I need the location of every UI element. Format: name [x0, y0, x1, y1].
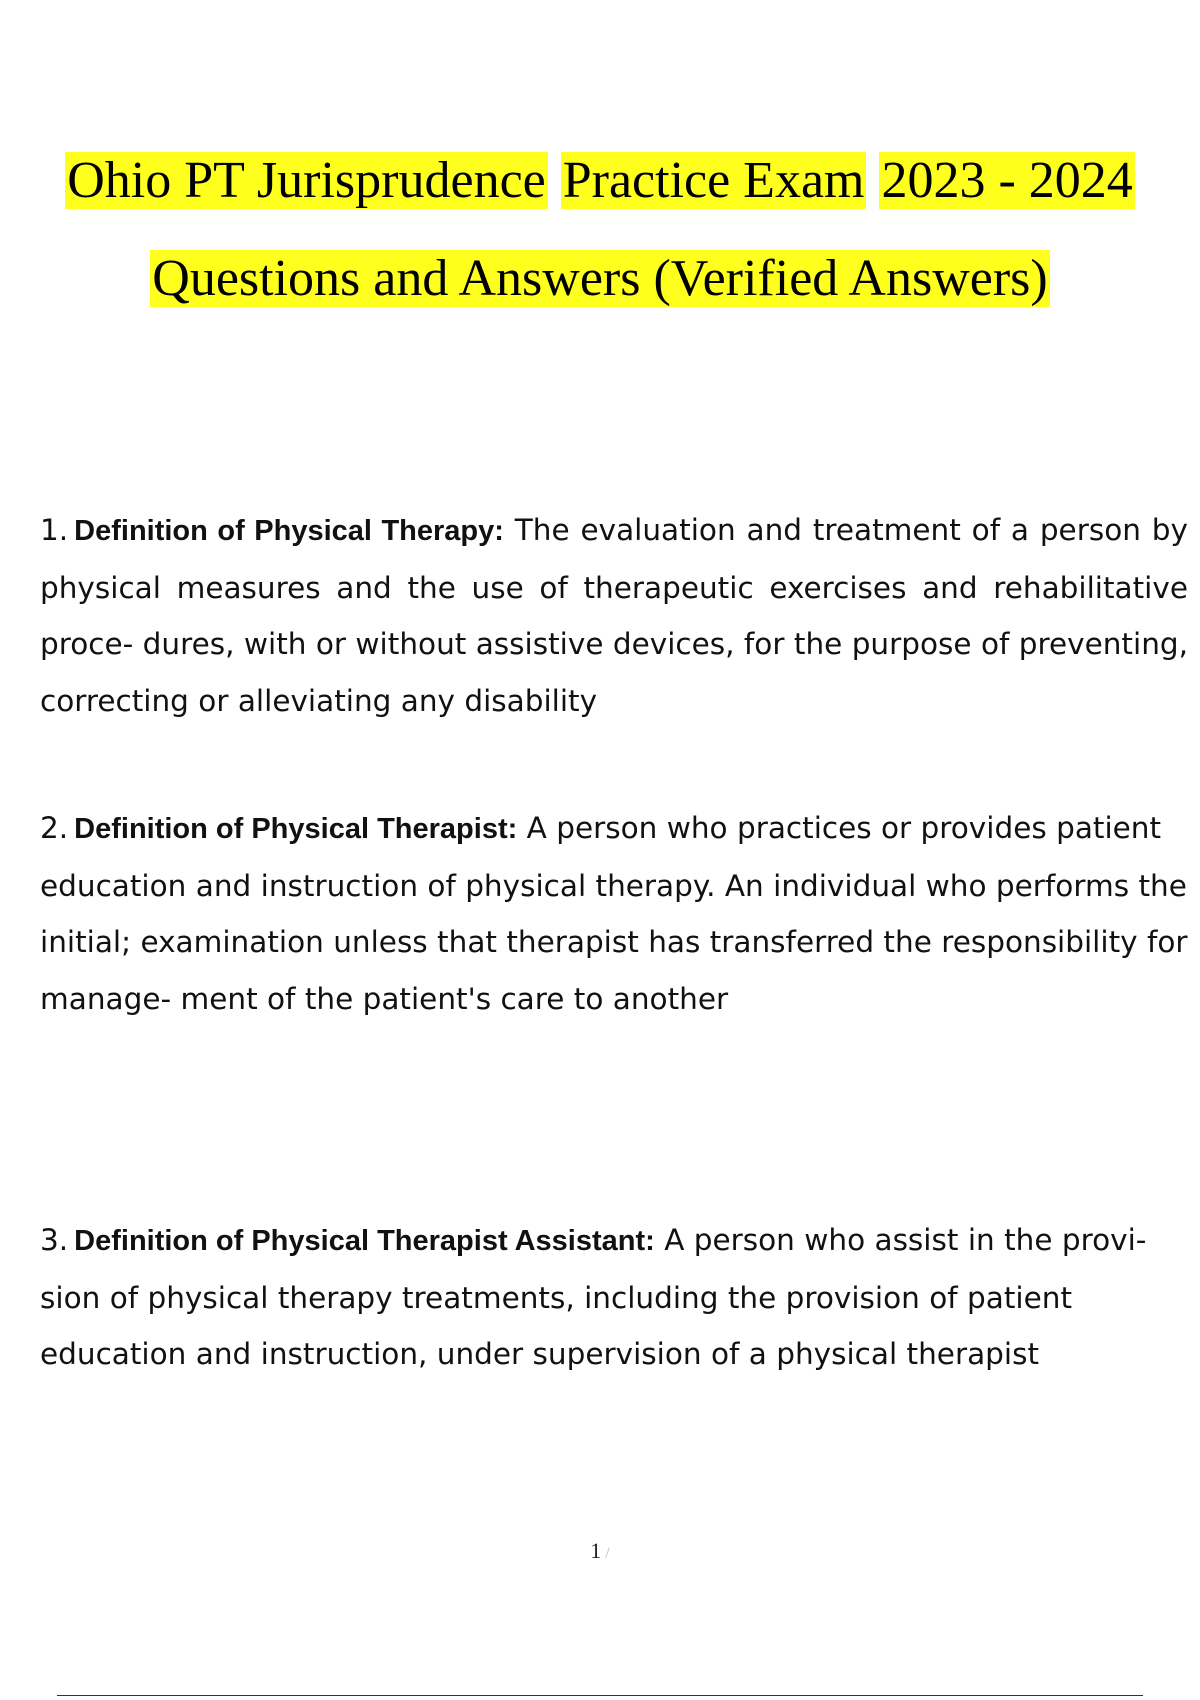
page-separator: /	[605, 1545, 610, 1562]
title-highlight-1: Ohio PT Jurisprudence	[67, 152, 546, 209]
item-text: A person who assist in the provi- sion of physical therapy treatments, including the provision of patient education and instruction, under supervision of a physical therapist	[40, 1223, 1147, 1371]
item-number: 2.	[40, 811, 69, 845]
page-number	[0, 1538, 1200, 1564]
item-text: A person who practices or provides patient education and instruction of physical therapy. An individual who performs the initial; examination unless that therapist has transferred the responsibility for manage- ment of the patient's care to another	[40, 811, 1188, 1016]
title-highlight-2: Practice Exam	[562, 152, 865, 209]
item-number: 3.	[40, 1223, 69, 1257]
footer-divider	[57, 1695, 1143, 1696]
title-highlight-3: 2023 - 2024	[881, 152, 1133, 209]
item-term: Definition of Physical Therapist:	[74, 813, 518, 845]
title-line-2	[0, 230, 1200, 328]
definition-item-1	[40, 502, 1188, 729]
title-highlight-4: Questions and Answers (Verified Answers)	[152, 250, 1048, 307]
page-number-value: 1	[590, 1538, 602, 1563]
definition-item-2	[40, 800, 1188, 1027]
item-term: Definition of Physical Therapist Assistant:	[74, 1225, 655, 1257]
item-number: 1.	[40, 513, 69, 547]
definition-item-3	[40, 1212, 1188, 1383]
item-text: The evaluation and treatment of a person by physical measures and the use of therapeutic exercises and rehabilitative proce- dures, with or without assistive devices, for the purpose of preventing, correcting or alleviating any disability	[40, 513, 1188, 718]
document-title	[0, 132, 1200, 328]
title-line-1	[0, 132, 1200, 230]
item-term: Definition of Physical Therapy:	[74, 515, 504, 547]
